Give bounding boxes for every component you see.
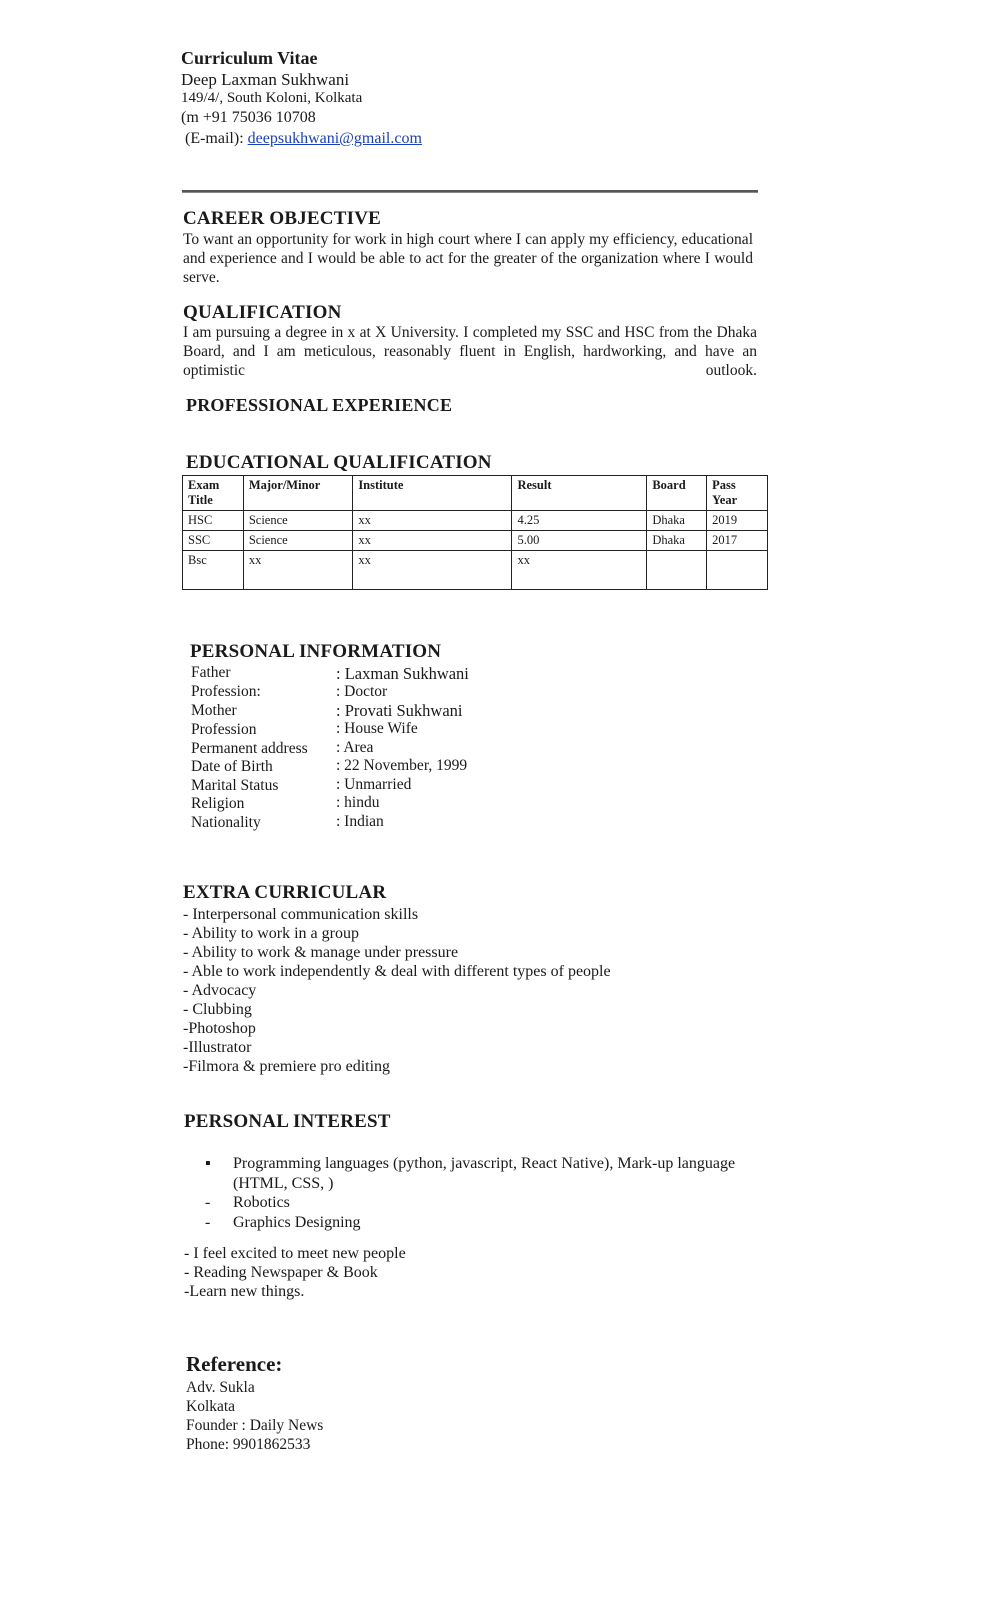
list-item (205, 1193, 785, 1213)
list-item: - Ability to work in a group (183, 925, 359, 942)
info-value-date-of-birth: : 22 November, 1999 (336, 757, 468, 774)
table-cell: xx (353, 551, 512, 590)
info-label-permanent-address: Permanent address (191, 740, 308, 757)
reference-line: Adv. Sukla (186, 1379, 255, 1396)
list-item: - Clubbing (183, 1001, 252, 1018)
info-value-permanent-address: : Area (336, 739, 374, 756)
personal-interest-list (205, 1154, 785, 1232)
list-item (205, 1213, 785, 1233)
info-label-marital-status: Marital Status (191, 777, 279, 794)
info-value-nationality: : Indian (336, 813, 384, 830)
candidate-name: Deep Laxman Sukhwani (181, 70, 350, 89)
table-cell: Dhaka (647, 511, 707, 531)
table-cell: 2019 (707, 511, 768, 531)
professional-experience-heading: PROFESSIONAL EXPERIENCE (186, 395, 453, 415)
column-header: Institute (353, 476, 512, 511)
list-item (205, 1154, 785, 1193)
list-item: -Filmora & premiere pro editing (183, 1058, 391, 1075)
column-header: Result (512, 476, 647, 511)
column-header: Major/Minor (243, 476, 352, 511)
table-cell: SSC (183, 531, 244, 551)
column-header: Board (647, 476, 707, 511)
qualification-text: I am pursuing a degree in x at X University. I completed my SSC and HSC from the Dhaka Board, and I am meticulous, reasonably fluent in English, hardworking, and have an optimistic outlook. (183, 324, 757, 379)
table-cell: Dhaka (647, 531, 707, 551)
list-item: - Ability to work & manage under pressure (183, 944, 459, 961)
info-label-nationality: Nationality (191, 814, 261, 831)
info-label-mother: Mother (191, 702, 237, 719)
info-value-mother: : Provati Sukhwani (336, 701, 463, 720)
personal-interest-heading: PERSONAL INTEREST (184, 1111, 391, 1132)
qualification-heading: QUALIFICATION (183, 302, 342, 323)
info-label-date-of-birth: Date of Birth (191, 758, 273, 775)
list-item-text: Robotics (233, 1194, 290, 1211)
table-cell: Bsc (183, 551, 244, 590)
list-item: - Interpersonal communication skills (183, 906, 419, 923)
table-row (183, 551, 768, 590)
header-divider (182, 190, 758, 193)
table-cell: 4.25 (512, 511, 647, 531)
list-item: - Able to work independently & deal with different types of people (183, 963, 611, 980)
bullet-dash-icon: - (205, 1213, 211, 1231)
personal-information-heading: PERSONAL INFORMATION (190, 641, 442, 662)
info-label-father: Father (191, 664, 231, 681)
list-item: -Learn new things. (184, 1283, 305, 1300)
personal-interest-extras (184, 1244, 406, 1301)
table-cell (647, 551, 707, 590)
table-cell: Science (243, 511, 352, 531)
info-label-mother-profession: Profession (191, 721, 257, 738)
reference-heading: Reference: (186, 1352, 283, 1376)
bullet-dash-icon: - (205, 1194, 211, 1211)
table-cell: 2017 (707, 531, 768, 551)
info-value-father: : Laxman Sukhwani (336, 664, 469, 683)
table-cell (707, 551, 768, 590)
address: 149/4/, South Koloni, Kolkata (181, 90, 363, 106)
email-link[interactable]: deepsukhwani@gmail.com (247, 130, 422, 147)
table-cell: Science (243, 531, 352, 551)
info-value-father-profession: : Doctor (336, 683, 388, 700)
info-label-religion: Religion (191, 795, 245, 812)
column-header: Exam Title (183, 476, 244, 511)
info-value-marital-status: : Unmarried (336, 776, 412, 793)
table-row (183, 511, 768, 531)
list-item: - I feel excited to meet new people (184, 1245, 406, 1262)
list-item: - Advocacy (183, 982, 257, 999)
career-objective-heading: CAREER OBJECTIVE (183, 208, 381, 229)
list-item: -Photoshop (183, 1020, 256, 1037)
list-item-text: Graphics Designing (233, 1213, 361, 1231)
career-objective-text: To want an opportunity for work in high court where I can apply my efficiency, educational and experience and I would be able to act for the greater of the organization where I would serve. (183, 231, 753, 286)
bullet-square-icon: ▪ (205, 1155, 211, 1172)
column-header: Pass Year (707, 476, 768, 511)
email-label: (E-mail): (185, 130, 248, 147)
extra-curricular-heading: EXTRA CURRICULAR (183, 882, 387, 903)
table-cell: xx (353, 531, 512, 551)
education-table (182, 475, 768, 590)
table-cell: xx (512, 551, 647, 590)
reference-line: Kolkata (186, 1398, 236, 1415)
list-item: - Reading Newspaper & Book (184, 1264, 378, 1281)
reference-details (186, 1378, 323, 1454)
list-item-text: Programming languages (python, javascript, React Native), Mark-up language (HTML, CSS, ) (233, 1155, 736, 1192)
table-cell: xx (243, 551, 352, 590)
table-row (183, 531, 768, 551)
document-title: Curriculum Vitae (181, 48, 318, 68)
reference-line: Founder : Daily News (186, 1417, 324, 1434)
table-cell: xx (353, 511, 512, 531)
info-value-religion: : hindu (336, 794, 380, 811)
info-label-father-profession: Profession: (191, 683, 261, 700)
extra-curricular-list (183, 905, 611, 1076)
list-item: -Illustrator (183, 1039, 252, 1056)
table-cell: 5.00 (512, 531, 647, 551)
educational-qualification-heading: EDUCATIONAL QUALIFICATION (186, 452, 492, 473)
reference-line: Phone: 9901862533 (186, 1436, 311, 1453)
email-line (185, 130, 422, 148)
education-table-header-row (183, 476, 768, 511)
mobile-number: (m +91 75036 10708 (181, 109, 316, 126)
info-value-mother-profession: : House Wife (336, 720, 418, 737)
table-cell: HSC (183, 511, 244, 531)
